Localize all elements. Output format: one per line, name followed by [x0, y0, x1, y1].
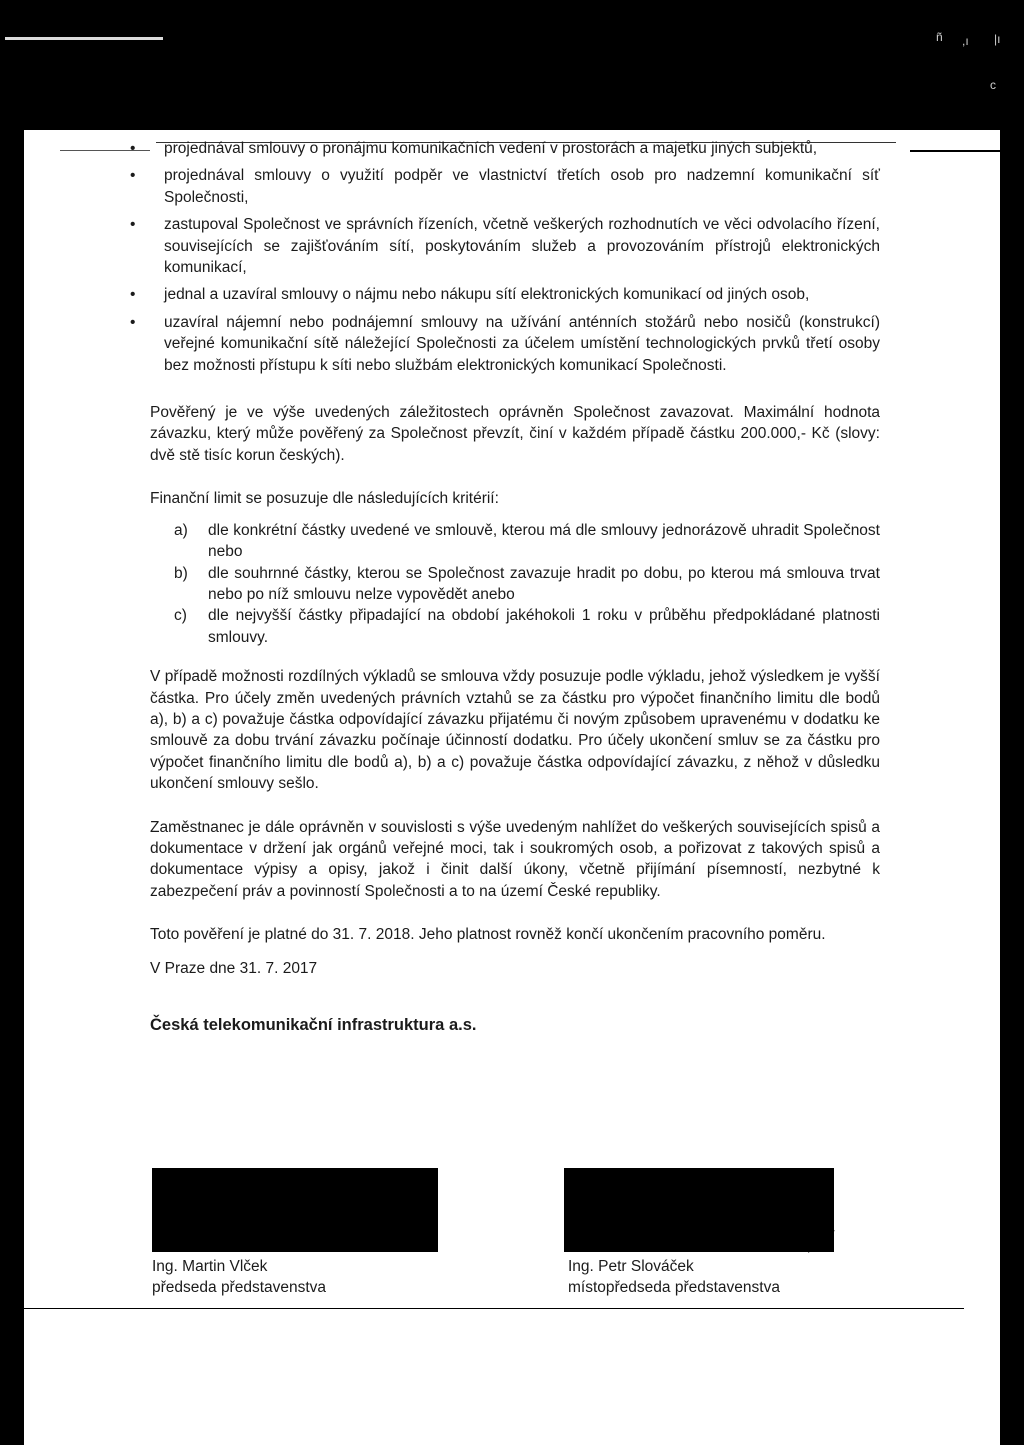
signatory-1: [152, 1256, 326, 1298]
signatory-name: Ing. Martin Vlček: [152, 1258, 268, 1275]
signatory-name: Ing. Petr Slováček: [568, 1258, 694, 1275]
scan-artifact-mark: ñ: [936, 30, 943, 44]
signatory-2: [568, 1256, 780, 1298]
authorization-paragraph: Pověřený je ve výše uvedených záležitostech oprávněn Společnost zavazovat. Maximální hodnota závazku, který může pověřený za Společnost převzít, činí v každém případě částku 200.000,- Kč (slovy: dvě stě tisíc korun českých).: [150, 404, 880, 464]
scan-artifact-mark: |ı: [994, 32, 1001, 46]
bullet-icon: •: [130, 216, 136, 234]
scan-dark-border: [0, 0, 1024, 130]
bullet-icon: •: [130, 286, 136, 304]
criteria-item: b) dle souhrnné částky, kterou se Společnost zavazuje hradit po dobu, po kterou má smlouva trvat nebo po níž smlouvu nelze vypovědět anebo: [174, 564, 880, 603]
scan-rule: [60, 150, 150, 151]
scan-artifact-mark: ,ı: [962, 34, 969, 48]
document-page: [24, 130, 1000, 1445]
list-item: • zastupoval Společnost ve správních řízeních, včetně veškerých rozhodnutích ve věci odvolacího řízení, souvisejících se zajišťováním sítí, poskytováním služeb a provozováním přístrojů elektronických komunikací,: [130, 216, 880, 277]
limit-intro: Finanční limit se posuzuje dle následujících kritérií:: [150, 490, 499, 508]
list-item: • jednal a uzavíral smlouvy o nájmu nebo nákupu sítí elektronických komunikací od jiných osob,: [150, 284, 880, 305]
bullet-icon: •: [130, 167, 136, 185]
scan-artifact-line: [5, 37, 163, 40]
scan-artifact-mark: c: [990, 78, 996, 92]
bottom-rule: [24, 1308, 964, 1309]
scan-rule: [910, 150, 1000, 152]
place-date: V Praze dne 31. 7. 2017: [150, 959, 318, 977]
list-item: • projednával smlouvy o pronájmu komunikačních vedení v prostorách a majetku jiných subjektů,: [150, 138, 880, 159]
criteria-list: [150, 520, 880, 648]
signatory-role: předseda představenstva: [152, 1279, 327, 1296]
interpretation-paragraph: V případě možnosti rozdílných výkladů se smlouva vždy posuzuje podle výkladu, jehož výsledkem je vyšší částka. Pro účely změn uvedených právních vztahů se za částku pro výpočet finančního limitu dle bodů a), b) a c) považuje částka odpovídající závazku přijatému či novým způsobem upravenému v dodatku ke smlouvě za dobu trvání závazku počínaje účinností dodatku. Pro účely ukončení smluv se za částku pro výpočet finančního limitu dle bodů a), b) a c) považuje částka odpovídající závazku, z něhož v důsledku ukončení smlouvy sešlo.: [150, 668, 880, 793]
redacted-signature-1: [152, 1168, 438, 1252]
duty-list: [130, 138, 880, 376]
bullet-icon: •: [130, 140, 136, 157]
document-body: [130, 138, 880, 1036]
criteria-item: c) dle nejvyšší částky připadající na období jakéhokoli 1 roku v průběhu předpokládané platnosti smlouvy.: [174, 607, 880, 646]
list-item: • uzavíral nájemní nebo podnájemní smlouvy na užívání anténních stožárů nebo nosičů (konstrukcí) veřejné komunikační sítě náležející Společnosti za účelem umístění technologických prvků třetí osoby bez možnosti přístupu k síti nebo službám elektronických komunikací Společnosti.: [130, 313, 880, 374]
employee-paragraph: Zaměstnanec je dále oprávněn v souvislosti s výše uvedeným nahlížet do veškerých souvisejících spisů a dokumentace v držení jak orgánů veřejné moci, tak i soukromých osob, a pořizovat z takových spisů a dokumentace výpisy a opisy, jakož i činit další úkony, včetně přijímání písemností, nezbytné k zabezpečení práv a povinností Společnosti a to na území České republiky.: [150, 818, 880, 900]
criteria-item: a) dle konkrétní částky uvedené ve smlouvě, kterou má dle smlouvy jednorázově uhradit Společnost nebo: [174, 521, 880, 561]
redacted-signature-2: [564, 1168, 834, 1252]
list-item: • projednával smlouvy o využití podpěr ve vlastnictví třetích osob pro nadzemní komunikační síť Společnosti,: [130, 167, 880, 206]
bullet-icon: •: [130, 313, 136, 331]
validity-paragraph: Toto pověření je platné do 31. 7. 2018. Jeho platnost rovněž končí ukončením pracovního poměru.: [150, 926, 826, 944]
signatory-role: místopředseda představenstva: [568, 1279, 780, 1296]
company-name: Česká telekomunikační infrastruktura a.s.: [150, 1016, 477, 1034]
